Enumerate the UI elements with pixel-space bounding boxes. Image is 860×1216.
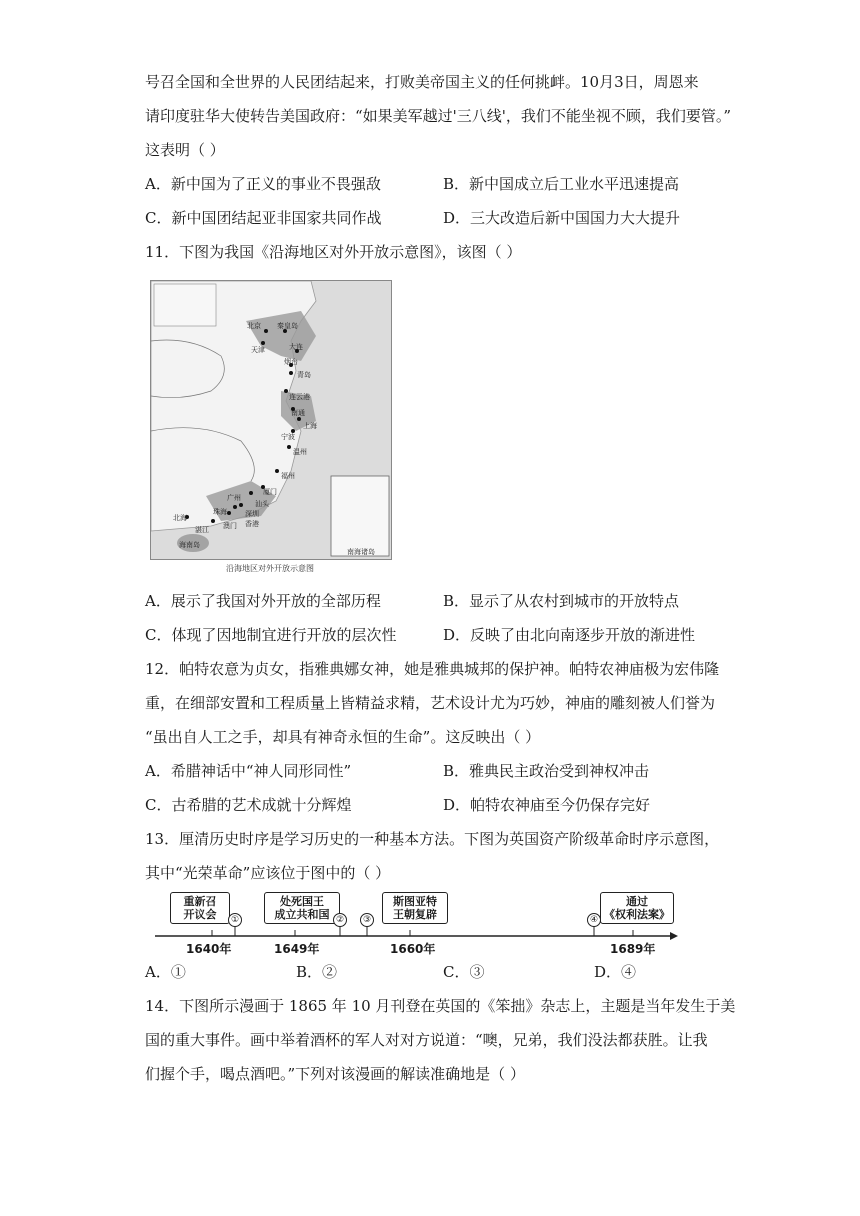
map-city-macau: 澳门 xyxy=(223,522,237,530)
map-city-beihai: 北海 xyxy=(173,514,187,522)
map-city-guangzhou: 广州 xyxy=(227,494,241,502)
map-city-zhuhai: 珠海 xyxy=(213,508,227,516)
q14-text-line-1: 14．下图所示漫画于 1865 年 10 月刊登在英国的《笨拙》杂志上，主题是当年发生于美 xyxy=(145,997,736,1015)
q10-option-d: D．三大改造后新中国国力大大提升 xyxy=(443,209,681,227)
q14-text-line-3: 们握个手，喝点酒吧。”下列对该漫画的解读准确地是（ ） xyxy=(145,1065,525,1083)
map-city-beijing: 北京 xyxy=(247,322,261,330)
q11-stem: 11．下图为我国《沿海地区对外开放示意图》，该图（ ） xyxy=(145,243,522,261)
q13-text-line-1: 13．厘清历史时序是学习历史的一种基本方法。下图为英国资产阶级革命时序示意图， xyxy=(145,830,720,848)
q12-option-c: C．古希腊的艺术成就十分辉煌 xyxy=(145,796,352,814)
q14-text-line-2: 国的重大事件。画中举着酒杯的军人对对方说道：“噢，兄弟，我们没法都获胜。让我 xyxy=(145,1031,708,1049)
timeline-event-3 xyxy=(382,892,448,924)
timeline-event-3-line-2: 王朝复辟 xyxy=(393,908,437,921)
q10-option-c: C．新中国团结起亚非国家共同作战 xyxy=(145,209,382,227)
map-city-dalian: 大连 xyxy=(289,343,303,351)
timeline-year-1640: 1640年 xyxy=(186,942,232,956)
q13-option-c: C．③ xyxy=(443,963,485,981)
timeline-event-4 xyxy=(600,892,674,924)
map-city-fuzhou: 福州 xyxy=(281,472,295,480)
map-hainan-island: 海南岛 xyxy=(179,541,200,549)
map-city-lianyungang: 连云港 xyxy=(289,393,310,401)
map-city-hongkong: 香港 xyxy=(245,520,259,528)
map-inset-label: 南海诸岛 xyxy=(347,548,375,556)
q10-text-line-2: 请印度驻华大使转告美国政府：“如果美军越过'三八线'，我们不能坐视不顾，我们要管。” xyxy=(145,107,732,125)
timeline-event-2-line-1: 处死国王 xyxy=(280,895,324,908)
q13-option-b: B．② xyxy=(296,963,338,981)
q10-option-b: B．新中国成立后工业水平迅速提高 xyxy=(443,175,680,193)
map-city-xiamen: 厦门 xyxy=(263,488,277,496)
q11-option-b: B．显示了从农村到城市的开放特点 xyxy=(443,592,680,610)
map-city-shanghai: 上海 xyxy=(303,422,317,430)
timeline-mark-2: ② xyxy=(333,913,347,927)
map-graphic xyxy=(151,281,391,559)
q12-text-line-2: 重，在细部安置和工程质量上皆精益求精，艺术设计尤为巧妙，神庙的雕刻被人们誉为 xyxy=(145,694,716,712)
q10-text-line-3: 这表明（ ） xyxy=(145,141,225,159)
q12-option-a: A．希腊神话中“神人同形同性” xyxy=(145,762,352,780)
timeline-event-4-line-2: 《权利法案》 xyxy=(604,908,670,921)
timeline-event-2 xyxy=(264,892,340,924)
map-city-wenzhou: 温州 xyxy=(293,448,307,456)
map-city-tianjin: 天津 xyxy=(251,346,265,354)
timeline-year-1649: 1649年 xyxy=(274,942,320,956)
timeline-event-2-line-2: 成立共和国 xyxy=(274,908,330,921)
coastal-opening-map xyxy=(150,280,392,560)
timeline-mark-3: ③ xyxy=(360,913,374,927)
q12-option-d: D．帕特农神庙至今仍保存完好 xyxy=(443,796,651,814)
timeline-mark-4: ④ xyxy=(587,913,601,927)
timeline-year-1660: 1660年 xyxy=(390,942,436,956)
q11-option-d: D．反映了由北向南逐步开放的渐进性 xyxy=(443,626,696,644)
map-city-shenzhen: 深圳 xyxy=(245,510,259,518)
map-city-qinhuangdao: 秦皇岛 xyxy=(277,322,298,330)
map-city-shantou: 汕头 xyxy=(255,500,269,508)
q13-option-a: A．① xyxy=(145,963,186,981)
map-city-yantai: 烟台 xyxy=(284,358,298,366)
timeline-year-1689: 1689年 xyxy=(610,942,656,956)
q12-text-line-1: 12．帕特农意为贞女，指雅典娜女神，她是雅典城邦的保护神。帕特农神庙极为宏伟隆 xyxy=(145,660,720,678)
q11-option-c: C．体现了因地制宜进行开放的层次性 xyxy=(145,626,397,644)
map-city-qingdao: 青岛 xyxy=(297,371,311,379)
map-city-ningbo: 宁波 xyxy=(281,433,295,441)
q10-text-line-1: 号召全国和全世界的人民团结起来，打败美帝国主义的任何挑衅。10月3日，周恩来 xyxy=(145,73,699,91)
timeline-diagram xyxy=(150,886,680,958)
map-city-nantong: 南通 xyxy=(291,409,305,417)
map-caption: 沿海地区对外开放示意图 xyxy=(226,564,314,573)
timeline-mark-1: ① xyxy=(228,913,242,927)
q13-text-line-2: 其中“光荣革命”应该位于图中的（ ） xyxy=(145,864,391,882)
q10-option-a: A．新中国为了正义的事业不畏强敌 xyxy=(145,175,381,193)
timeline-event-1 xyxy=(170,892,230,924)
q12-option-b: B．雅典民主政治受到神权冲击 xyxy=(443,762,650,780)
q11-option-a: A．展示了我国对外开放的全部历程 xyxy=(145,592,381,610)
map-city-zhanjiang: 湛江 xyxy=(195,526,209,534)
q13-option-d: D．④ xyxy=(594,963,637,981)
timeline-event-1-line-2: 开议会 xyxy=(183,908,217,921)
timeline-event-4-line-1: 通过 xyxy=(626,895,648,908)
timeline-event-3-line-1: 斯图亚特 xyxy=(393,895,437,908)
timeline-event-1-line-1: 重新召 xyxy=(183,895,217,908)
q12-text-line-3: “虽出自人工之手，却具有神奇永恒的生命”。这反映出（ ） xyxy=(145,728,541,746)
